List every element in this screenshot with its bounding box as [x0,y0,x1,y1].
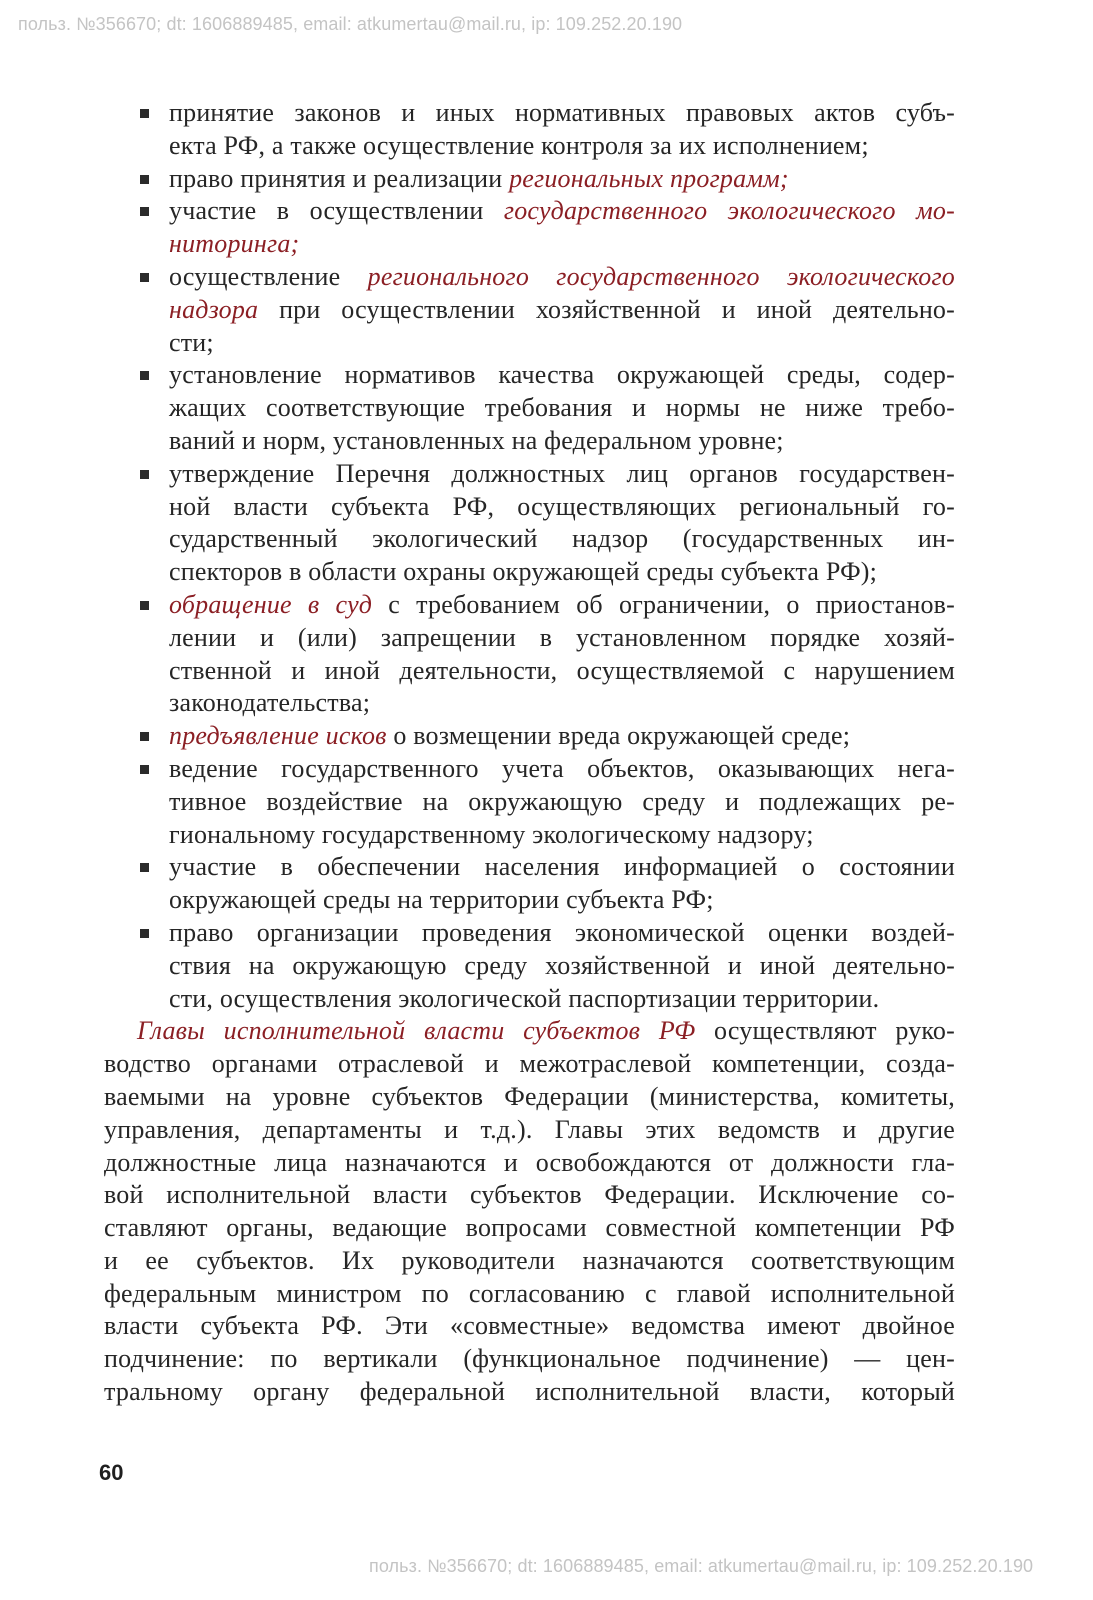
text-line [169,130,955,163]
text-line [169,589,955,622]
text-segment: вой исполнительной власти субъектов Федерации. Исключение со- [104,1180,955,1210]
square-bullet-icon [140,207,149,216]
text-line [169,753,955,786]
page-number: 60 [99,1460,124,1485]
text-line [104,1376,955,1409]
text-line [169,819,955,852]
text-line [169,392,955,425]
text-line [169,458,955,491]
text-segment: принятие законов и иных нормативных правовых актов субъ- [169,98,955,127]
square-bullet-icon [140,601,149,610]
list-item [104,917,955,1015]
text-segment: водство органами отраслевой и межотраслевой компетенции, созда- [104,1049,955,1079]
text-segment: тральному органу федеральной исполнительной власти, который [104,1377,955,1407]
text-segment: должностные лица назначаются и освобождаются от должности гла- [104,1147,955,1177]
text-segment: о возмещении вреда окружающей среде; [386,721,851,751]
text-segment: ственной и иной деятельности, осуществляемой с нарушением [169,655,955,685]
text-segment: ведение государственного учета объектов, оказывающих нега- [169,753,955,783]
text-line [169,294,955,327]
text-segment: сти; [169,327,214,357]
text-segment: подчинение: по вертикали (функциональное подчинение) — цен- [104,1344,955,1374]
text-segment: право организации проведения экономической оценки воздей- [169,917,955,947]
square-bullet-icon [140,371,149,380]
text-line [169,983,955,1016]
text-segment: с требованием об ограничении, о приостанов- [372,589,955,619]
text-segment: власти субъекта РФ. Эти «совместные» ведомства имеют двойное [104,1311,955,1341]
text-line [104,1310,955,1343]
text-line [169,720,955,753]
text-segment: право принятия и реализации [169,163,510,193]
list-item [104,195,955,261]
text-segment: участие в осуществлении [169,196,504,226]
highlighted-term: предъявление исков [169,721,387,751]
text-line [104,1048,955,1081]
text-segment: участие в обеспечении населения информацией о состоянии [169,852,955,882]
text-segment: ствия на окружающую среду хозяйственной и иной деятельно- [169,950,955,980]
text-segment: лении и (или) запрещении в установленном порядке хозяй- [169,622,955,652]
text-line [169,950,955,983]
watermark-bottom: польз. №356670; dt: 1606889485, email: atkumertau@mail.ru, ip: 109.252.20.190 [369,1556,1034,1576]
highlighted-term: региональных программ; [509,163,789,193]
square-bullet-icon [140,765,149,774]
text-line [169,359,955,392]
text-segment: сударственный экологический надзор (государственных ин- [169,524,955,554]
text-line [169,884,955,917]
square-bullet-icon [140,273,149,282]
list-item [104,97,955,163]
square-bullet-icon [140,109,149,118]
list-item [104,851,955,917]
text-line [104,1147,955,1180]
watermark-top: польз. №356670; dt: 1606889485, email: atkumertau@mail.ru, ip: 109.252.20.190 [18,14,683,34]
highlighted-term: обращение в суд [169,589,373,619]
text-line [169,622,955,655]
text-line [104,1245,955,1278]
text-line [104,1114,955,1147]
list-item [104,163,955,196]
text-segment: управления, департаменты и т.д.). Главы этих ведомств и другие [104,1114,955,1144]
text-segment: и ее субъектов. Их руководители назначаются соответствующим [104,1245,955,1275]
text-segment: законодательства; [169,688,371,718]
text-segment: установление нормативов качества окружающей среды, содер- [169,360,955,390]
list-item [104,589,955,720]
list-item [104,359,955,457]
text-segment: осуществление [169,261,368,291]
text-line [104,1081,955,1114]
text-line [104,1212,955,1245]
text-segment: тивное воздействие на окружающую среду и подлежащих ре- [169,786,955,816]
text-line [169,523,955,556]
text-line [169,786,955,819]
text-line [104,1343,955,1376]
text-line [104,1179,955,1212]
square-bullet-icon [140,863,149,872]
text-segment: жащих соответствующие требования и нормы не ниже требо- [169,393,955,423]
square-bullet-icon [140,732,149,741]
text-line [169,556,955,589]
highlighted-term: надзора [169,294,259,324]
list-item [104,753,955,851]
text-segment: утверждение Перечня должностных лиц органов государствен- [169,458,955,488]
highlighted-term: ниторинга; [169,229,300,259]
text-segment: ваний и норм, установленных на федеральном уровне; [169,425,784,455]
text-line [169,687,955,720]
list-item [104,261,955,359]
highlighted-term: государственного экологического мо- [503,196,955,226]
text-segment: окружающей среды на территории субъекта РФ; [169,885,714,915]
text-line [169,327,955,360]
list-item [104,458,955,589]
text-segment: ваемыми на уровне субъектов Федерации (министерства, комитеты, [104,1081,955,1111]
highlighted-term: Главы исполнительной власти субъектов РФ [137,1016,696,1046]
text-segment: федеральным министром по согласованию с главой исполнительной [104,1278,955,1308]
text-line [104,1015,955,1048]
text-line [169,491,955,524]
text-segment: при осуществлении хозяйственной и иной деятельно- [258,294,955,324]
text-segment: гиональному государственному экологическому надзору; [169,819,814,849]
text-line [169,228,955,261]
text-line [169,917,955,950]
highlighted-term: регионального государственного экологического [367,261,955,291]
text-segment: екта РФ, а также осуществление контроля за их исполнением; [169,130,869,160]
text-segment: ной власти субъекта РФ, осуществляющих региональный го- [169,491,955,521]
square-bullet-icon [140,929,149,938]
text-line [169,163,955,196]
text-line [104,1278,955,1311]
text-segment: ставляют органы, ведающие вопросами совместной компетенции РФ [104,1213,955,1243]
page-content [104,97,955,1409]
bullet-list [104,97,955,1015]
text-segment: сти, осуществления экологической паспортизации территории. [169,983,880,1013]
text-segment: осуществляют руко- [695,1016,955,1046]
text-segment: спекторов в области охраны окружающей среды субъекта РФ); [169,557,878,587]
text-line [169,655,955,688]
body-paragraph [104,1015,955,1409]
text-line [169,195,955,228]
square-bullet-icon [140,470,149,479]
text-line [169,97,955,130]
text-line [169,851,955,884]
text-line [169,425,955,458]
text-line [169,261,955,294]
list-item [104,720,955,753]
square-bullet-icon [140,175,149,184]
